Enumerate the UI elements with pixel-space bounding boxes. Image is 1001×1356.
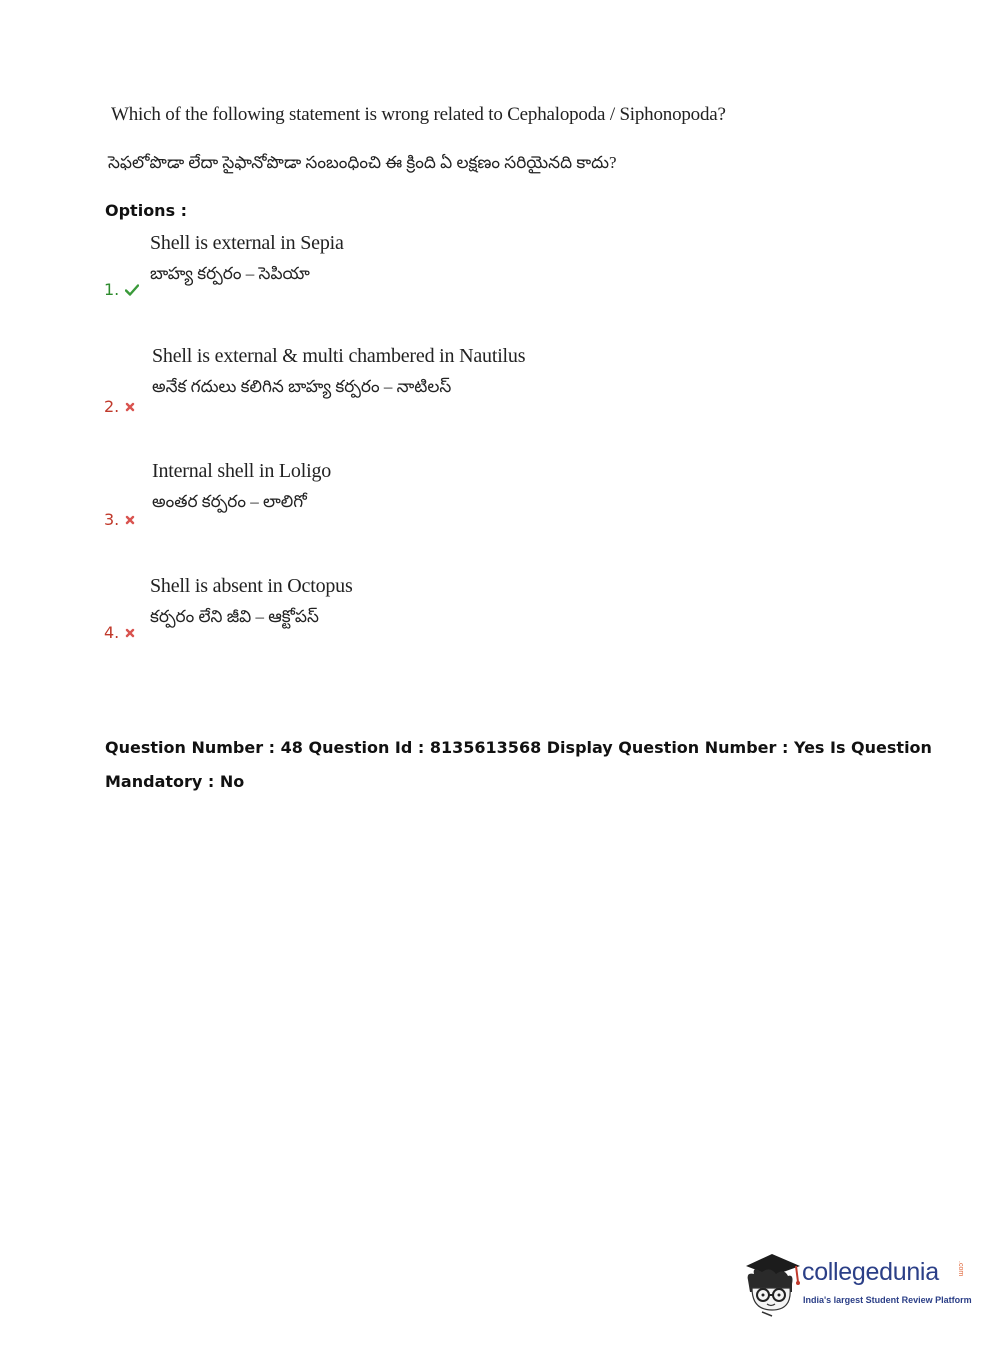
option-4-english: Shell is absent in Octopus [150,575,353,597]
option-4-marker [104,623,135,642]
logo-tagline: India's largest Student Review Platform [803,1295,972,1305]
question-meta-line-2: Mandatory : No [105,772,245,791]
question-meta-line-1: Question Number : 48 Question Id : 8135613568 Display Question Number : Yes Is Question [105,738,932,757]
logo-wordmark: collegedunia [802,1258,939,1286]
logo-domain-suffix: .com [957,1261,964,1277]
option-2-marker [104,397,135,416]
mascot-icon [742,1248,804,1318]
option-2-telugu: అనేక గదులు కలిగిన బాహ్య కర్పరం – నాటిలస్ [152,377,452,396]
cross-icon [125,402,135,412]
option-2-english: Shell is external & multi chambered in Nautilus [152,345,526,367]
question-telugu: సెఫలోపొడా లేదా సైఫానోపొడా సంబంధించి ఈ క్రింది ఏ లక్షణం సరియైనది కాదు? [108,153,617,172]
option-1-number: 1. [104,280,120,299]
option-1-english: Shell is external in Sepia [150,232,344,254]
option-4-telugu: కర్పరం లేని జీవి – ఆక్టోపస్ [150,607,319,626]
option-3-marker [104,510,135,529]
cross-icon [125,628,135,638]
cross-icon [125,515,135,525]
option-1-marker [104,280,139,299]
option-3-telugu: అంతర కర్పరం – లాలిగో [152,492,307,511]
option-3-number: 3. [104,510,120,529]
check-icon [125,284,139,296]
question-english: Which of the following statement is wrong related to Cephalopoda / Siphonopoda? [111,104,726,125]
option-2-number: 2. [104,397,120,416]
collegedunia-logo [742,1248,972,1318]
option-4-number: 4. [104,623,120,642]
option-1-telugu: బాహ్య కర్పరం – సెపియా [150,264,310,283]
option-3-english: Internal shell in Loligo [152,460,332,482]
options-label: Options : [105,201,188,220]
